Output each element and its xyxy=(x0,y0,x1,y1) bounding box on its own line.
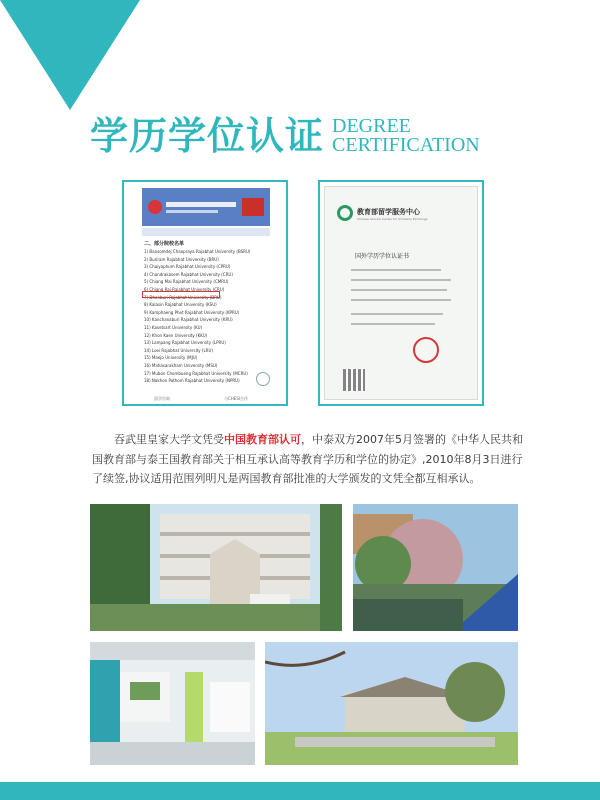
university-list-item: 10) Kanchanaburi Rajabhat University (KRU) xyxy=(144,317,233,323)
university-list-item: 16) Mahasarakham University (MSU) xyxy=(144,362,218,368)
university-list-item: 7) Dhonburi Rajabhat University (DRU) xyxy=(144,294,222,300)
exhibition-hall-photo xyxy=(90,642,255,765)
university-list xyxy=(144,248,250,385)
cert-org-english: Chinese Service Center for Scholarly Exchange xyxy=(357,217,428,221)
university-list-item: 11) Kasetsart University (KU) xyxy=(144,324,203,330)
cert-title: 国外学历学位认证书 xyxy=(355,253,410,260)
intro-paragraph: 吞武里皇家大学文凭受中国教育部认可，中泰双方2007年5月签署的《中华人民共和国教育部与泰王国教育部关于相互承认高等教育学历和学位的协定》,2010年8月3日进行了续签,协议适用范围列明凡是两国教育部批准的大学颁发的文凭全都互相承认。 xyxy=(92,433,523,485)
bottom-accent-bar xyxy=(0,782,600,800)
university-list-item: 14) Loei Rajabhat University (LRU) xyxy=(144,347,213,353)
campus-courtyard-photo xyxy=(265,642,518,765)
campus-building-photo xyxy=(90,504,342,631)
website-header-image xyxy=(142,188,270,226)
title-english xyxy=(332,117,480,155)
university-list-item: 18) Nakhon Pathom Rajabhat University (NPRU) xyxy=(144,378,240,384)
university-list-item: 6) Chiang Rai Rajabhat University (CRU) xyxy=(144,286,225,292)
university-list-item: 3) Chaiyaphum Rajabhat University (CPRU) xyxy=(144,264,231,270)
title-english-line2: CERTIFICATION xyxy=(332,134,480,156)
university-list-item: 13) Lampang Rajabhat University (LPRU) xyxy=(144,340,226,346)
title-english-line1: DEGREE xyxy=(332,115,411,137)
doc-footer-left: 留学咨询 xyxy=(154,396,170,401)
official-seal-icon xyxy=(413,337,439,363)
qr-code-icon xyxy=(343,369,365,391)
university-list-item: 15) Maejo University (MJU) xyxy=(144,355,198,361)
university-list-item: 4) Chandrakasem Rajabhat University (CRU) xyxy=(144,271,233,277)
highlight-box xyxy=(142,291,220,298)
university-list-item: 9) Kamphaeng Phet Rajabhat University (KPRU) xyxy=(144,309,240,315)
page-title xyxy=(90,116,480,156)
university-list-item: 8) Kalasin Rajabhat University (KSU) xyxy=(144,302,217,308)
campus-pond-photo xyxy=(353,504,518,631)
university-list-item: 17) Mubon Chombueng Rajabhat University (MCRU) xyxy=(144,370,248,376)
list-heading: 二、部分院校名单 xyxy=(144,241,185,247)
title-chinese: 学历学位认证 xyxy=(90,114,325,158)
university-list-item: 12) Khon Kaen University (KKU) xyxy=(144,332,208,338)
highlight-text: 中国教育部认可 xyxy=(224,433,301,446)
certificate-document xyxy=(318,180,484,406)
university-list-item: 1) Bansomdej Chaopraya Rajabhat University (BSRU) xyxy=(144,249,251,254)
cscse-logo-icon xyxy=(337,205,353,221)
cert-org-name: 教育部留学服务中心 xyxy=(357,208,420,216)
watermark-icon xyxy=(256,372,270,386)
university-list-document xyxy=(122,180,288,406)
corner-triangle-decoration xyxy=(0,0,140,110)
stamp-icon xyxy=(242,198,264,216)
university-list-item: 5) Chiang Mai Rajabhat University (CMRU) xyxy=(144,279,229,285)
university-list-item: 2) Buriram Rajabhat University (BRU) xyxy=(144,256,219,262)
doc-footer-right: 与CHESI合作 xyxy=(224,396,249,401)
ministry-logo-icon xyxy=(148,200,162,214)
